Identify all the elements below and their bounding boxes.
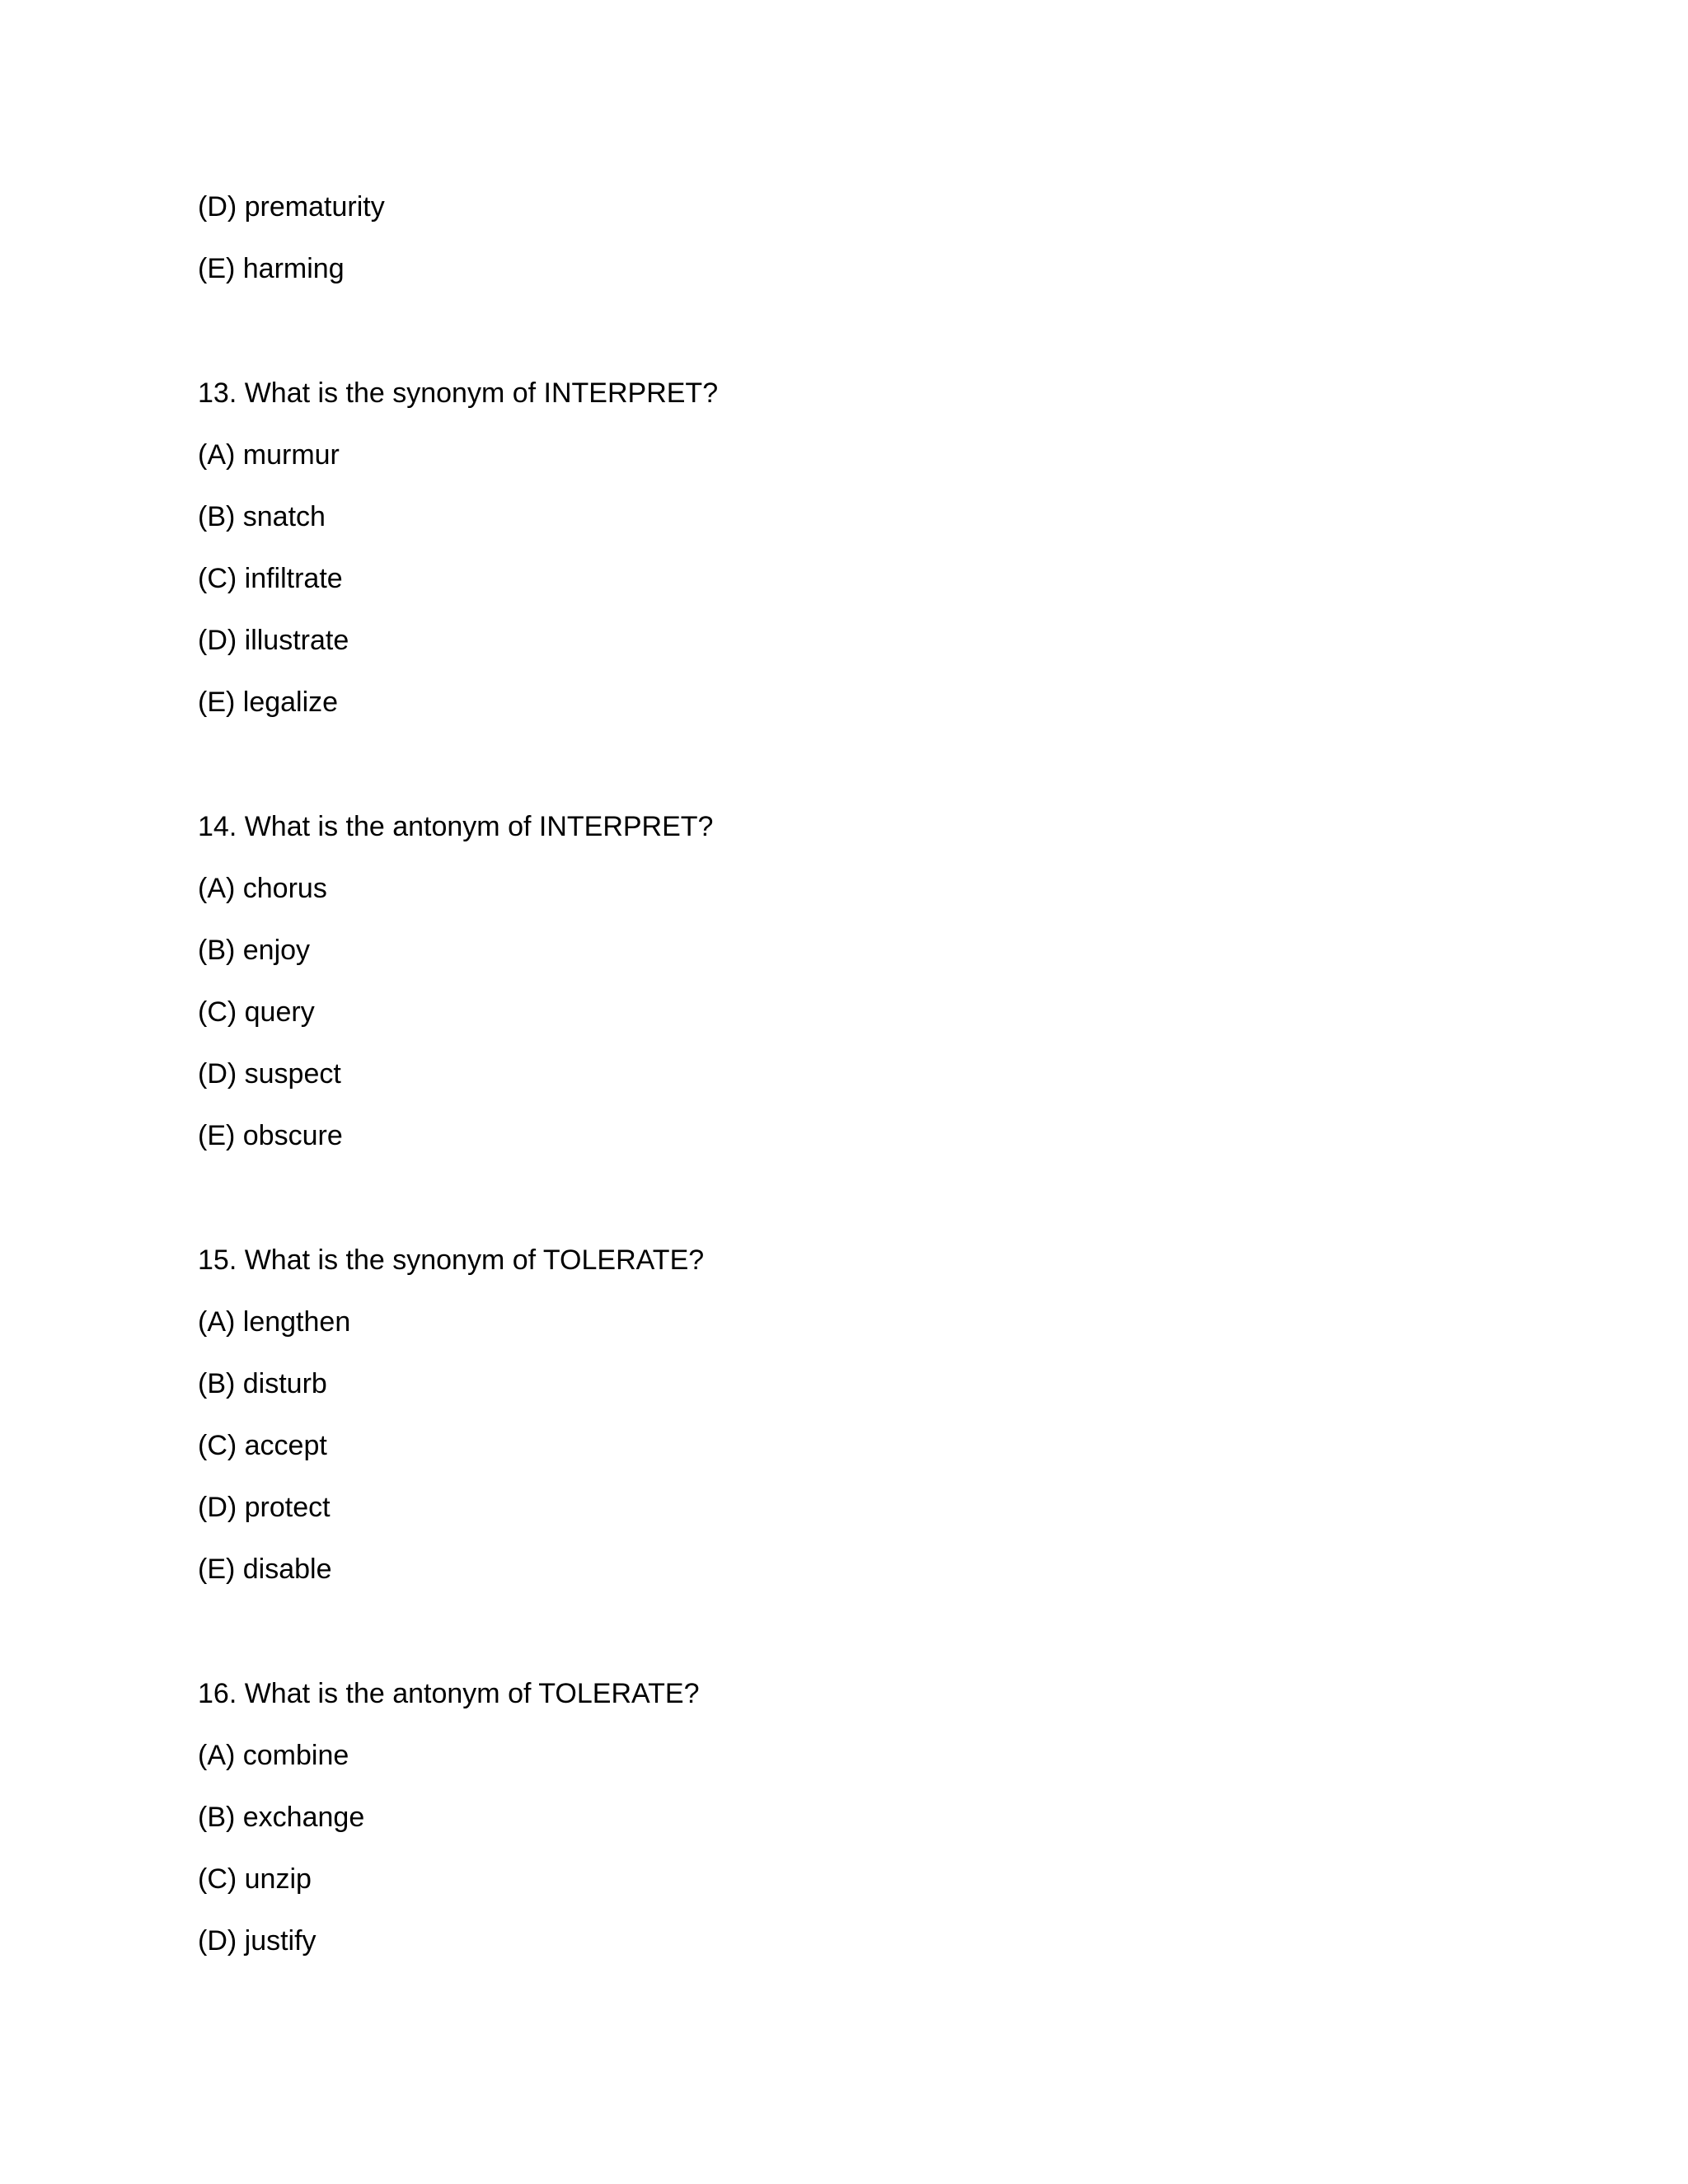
question-13 (198, 376, 1484, 719)
question-16-option-d: (D) justify (198, 1925, 316, 1957)
question-13-option-e: (E) legalize (198, 687, 339, 718)
question-16 (198, 1676, 1484, 1958)
continued-options (198, 190, 1484, 286)
question-15-option-d: (D) protect (198, 1492, 331, 1523)
question-13-option-b: (B) snatch (198, 501, 326, 532)
question-15-option-a: (A) lengthen (198, 1306, 351, 1338)
page-content (198, 190, 1484, 1985)
question-15-option-c: (C) accept (198, 1430, 327, 1461)
question-14 (198, 809, 1484, 1153)
question-13-option-c: (C) infiltrate (198, 563, 343, 594)
question-14-option-a: (A) chorus (198, 873, 327, 904)
question-14-option-b: (B) enjoy (198, 935, 311, 966)
spacer (198, 747, 1484, 809)
question-13-prompt: 13. What is the synonym of INTERPRET? (198, 377, 719, 409)
option-continued-d: (D) prematurity (198, 191, 385, 223)
question-15 (198, 1243, 1484, 1586)
question-14-option-d: (D) suspect (198, 1058, 341, 1090)
question-14-option-e: (E) obscure (198, 1120, 343, 1151)
option-continued-e: (E) harming (198, 253, 345, 284)
question-15-prompt: 15. What is the synonym of TOLERATE? (198, 1244, 705, 1276)
question-14-prompt: 14. What is the antonym of INTERPRET? (198, 811, 714, 842)
question-16-option-b: (B) exchange (198, 1802, 365, 1833)
question-16-option-c: (C) unzip (198, 1863, 312, 1895)
question-16-prompt: 16. What is the antonym of TOLERATE? (198, 1678, 700, 1709)
question-15-option-b: (B) disturb (198, 1368, 327, 1399)
question-13-option-d: (D) illustrate (198, 625, 349, 656)
question-16-option-a: (A) combine (198, 1740, 349, 1771)
spacer (198, 1614, 1484, 1676)
question-14-option-c: (C) query (198, 996, 315, 1028)
question-13-option-a: (A) murmur (198, 439, 340, 471)
spacer (198, 313, 1484, 376)
question-15-option-e: (E) disable (198, 1554, 332, 1585)
spacer (198, 1180, 1484, 1243)
